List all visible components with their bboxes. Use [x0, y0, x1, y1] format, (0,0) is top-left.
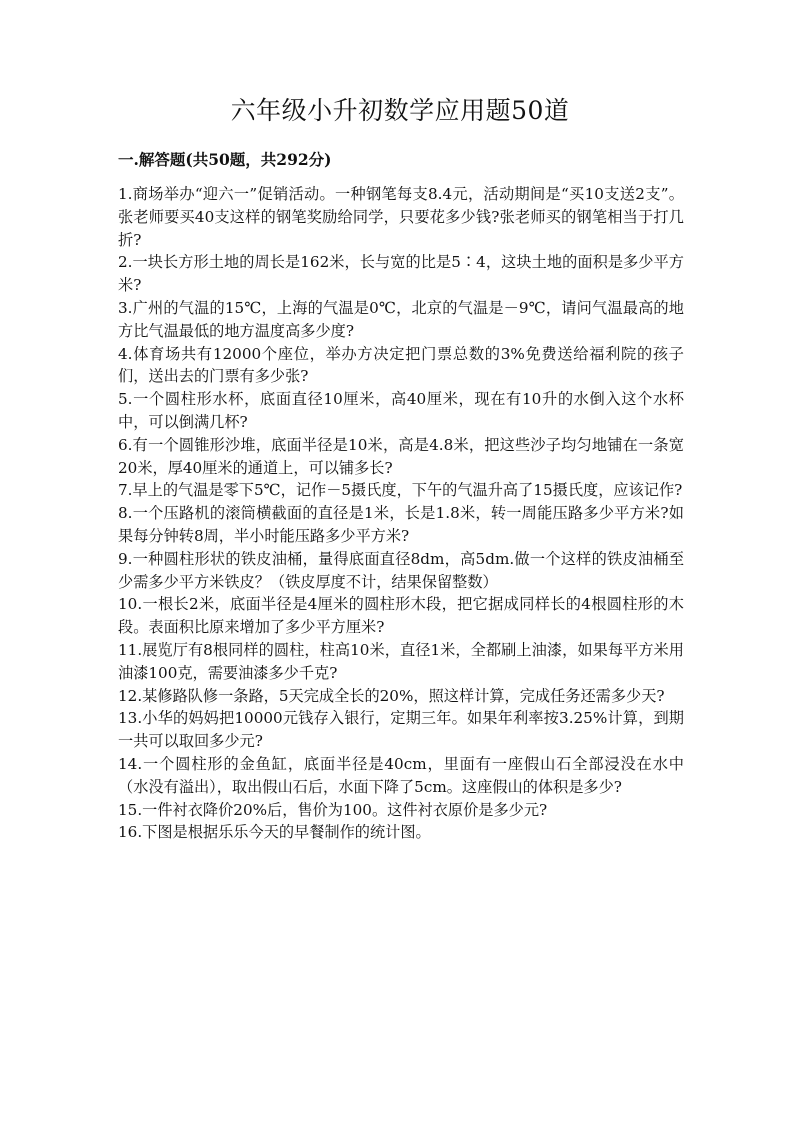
page-title: 六年级小升初数学应用题50道: [230, 96, 570, 125]
question-item: 8.一个压路机的滚筒横截面的直径是1米，长是1.8米，转一周能压路多少平方米?如果每分钟转8周，半小时能压路多少平方米?: [118, 504, 684, 545]
question-item: 3.广州的气温的15℃，上海的气温是0℃，北京的气温是－9℃，请问气温最高的地方比气温最低的地方温度高多少度?: [118, 298, 684, 340]
question-item: 1.商场举办“迎六一”促销活动。一种钢笔每支8.4元，活动期间是“买10支送2支”。张老师要买40支这样的钢笔奖励给同学，只要花多少钱?张老师买的钢笔相当于打几折?: [118, 185, 684, 249]
question-list: [118, 183, 684, 844]
question-item: 11.展览厅有8根同样的圆柱，柱高10米，直径1米，全都刷上油漆，如果每平方米用油漆100克，需要油漆多少千克?: [118, 640, 684, 682]
question-item: 4.体育场共有12000个座位，举办方决定把门票总数的3%免费送给福利院的孩子们，送出去的门票有多少张?: [118, 344, 684, 386]
question-item: 6.有一个圆锥形沙堆，底面半径是10米，高是4.8米，把这些沙子均匀地铺在一条宽20米，厚40厘米的通道上，可以铺多长?: [118, 435, 684, 477]
question-item: 14.一个圆柱形的金鱼缸，底面半径是40cm，里面有一座假山石全部浸没在水中（水没有溢出），取出假山石后，水面下降了5cm。这座假山的体积是多少?: [118, 754, 684, 796]
question-item: 2.一块长方形土地的周长是162米，长与宽的比是5∶4，这块土地的面积是多少平方米?: [118, 253, 684, 295]
question-item: 5.一个圆柱形水杯，底面直径10厘米，高40厘米，现在有10升的水倒入这个水杯中，可以倒满几杯?: [118, 390, 684, 431]
question-item: 16.下图是根据乐乐今天的早餐制作的统计图。: [118, 823, 431, 842]
question-item: 15.一件衬衣降价20%后，售价为100。这件衬衣原价是多少元?: [118, 800, 548, 819]
question-item: 12.某修路队修一条路，5天完成全长的20%，照这样计算，完成任务还需多少天?: [118, 686, 665, 705]
question-item: 9.一种圆柱形状的铁皮油桶，量得底面直径8dm，高5dm.做一个这样的铁皮油桶至少需多少平方米铁皮？（铁皮厚度不计，结果保留整数）: [118, 549, 684, 591]
question-item: 10.一根长2米，底面半径是4厘米的圆柱形木段，把它据成同样长的4根圆柱形的木段。表面积比原来增加了多少平方厘米?: [118, 595, 684, 637]
question-item: 13.小华的妈妈把10000元钱存入银行，定期三年。如果年利率按3.25%计算，到期一共可以取回多少元?: [118, 709, 684, 751]
question-item: 7.早上的气温是零下5℃，记作－5摄氏度，下午的气温升高了15摄氏度，应该记作?: [118, 481, 683, 500]
section-heading: 一.解答题(共50题，共292分): [118, 150, 332, 169]
